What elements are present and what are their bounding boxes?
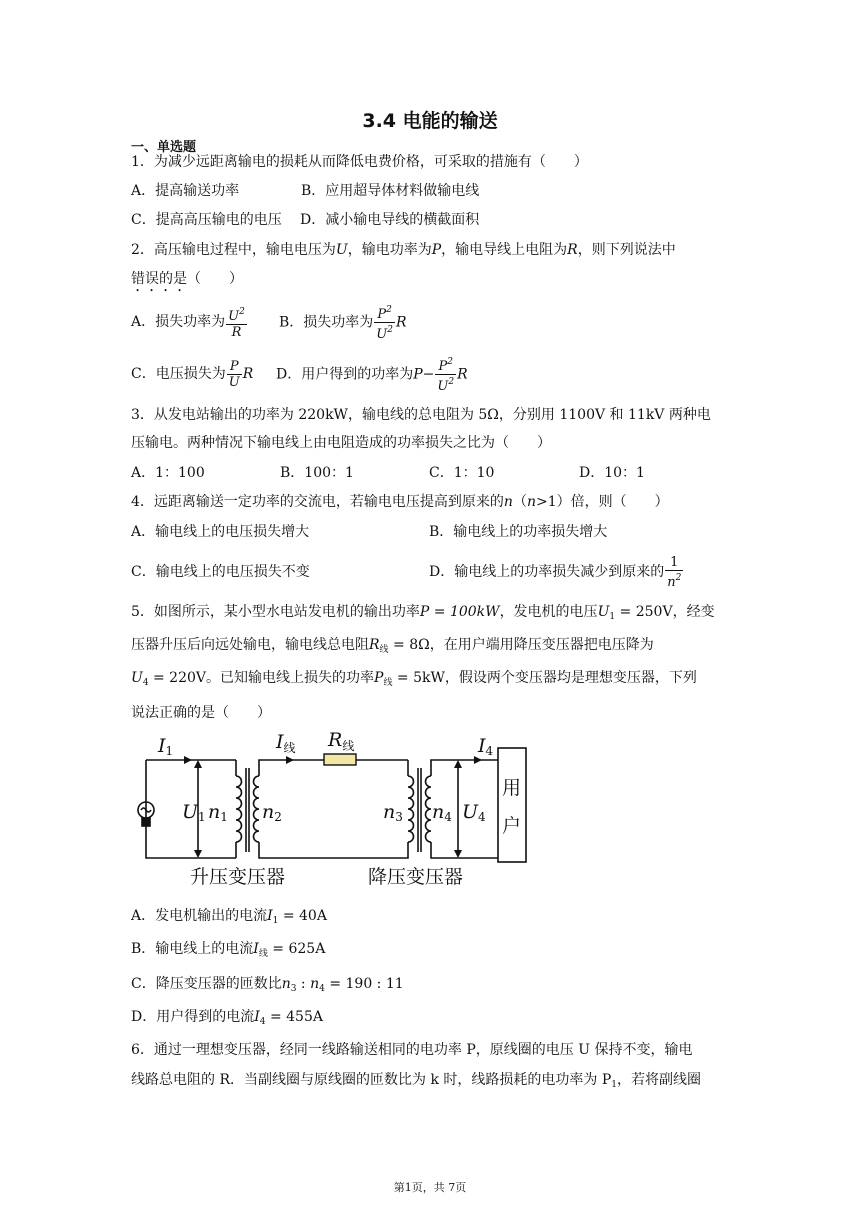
q1-option-c: C．提高高压输电的电压 (131, 212, 282, 228)
q3-option-c: C．1：10 (429, 465, 495, 481)
label-n1: n1 (208, 801, 228, 824)
step-down-label: 降压变压器 (368, 866, 464, 888)
q3-option-d: D．10：1 (579, 465, 645, 481)
q2-option-d: D．用户得到的功率为P− $\frac{P^2}{U^2}$ R (276, 357, 468, 394)
label-n2: n2 (262, 801, 282, 824)
q1-stem: 1．为减少远距离输电的损耗从而降低电费价格，可采取的措施有（ ） (131, 154, 588, 170)
user-label-bottom: 户 (502, 815, 522, 837)
q5-option-c: C．降压变压器的匝数比$n_3$ : $n_4 = 190$ : 11 (131, 976, 404, 994)
q1-option-b: B．应用超导体材料做输电线 (301, 183, 480, 199)
q2-option-a: A．损失功率为 $\frac{U^2}{R}$ (131, 306, 245, 340)
q2-stem-line2: 错误的是（ ） (131, 271, 243, 287)
section-heading: 一、单选题 (131, 140, 197, 155)
q1-option-d: D．减小输电导线的横截面积 (300, 212, 480, 228)
label-n4: n4 (432, 801, 452, 824)
q4-option-a: A．输电线上的电压损失增大 (131, 524, 310, 540)
label-u4: U4 (462, 801, 486, 824)
q5-option-d: D．用户得到的电流$I_4 = 455A$ (131, 1009, 323, 1027)
label-r-line: $R_线$ (328, 729, 355, 753)
label-n3: n3 (383, 801, 403, 824)
q5-option-b: B．输电线上的电流$I_线 = 625A$ (131, 941, 326, 959)
label-u1: U1 (182, 801, 206, 824)
label-i-line: $I_线$ (276, 731, 296, 755)
q3-stem: 3．从发电站输出的功率为 220kW，输电线的总电阻为 5Ω，分别用 1100V 和 11kV 两种电 (131, 407, 711, 423)
q5-stem-line3: $U_4 = 220V$。已知输电线上损失的功率$P_线 = 5kW$，假设两个变压器均是理想变压器，下列 (131, 670, 697, 688)
q3-option-b: B．100：1 (280, 465, 354, 481)
q4-stem: 4．远距离输送一定功率的交流电，若输电电压提高到原来的n（n>1）倍，则（ ） (131, 494, 669, 510)
q4-option-b: B．输电线上的功率损失增大 (429, 524, 608, 540)
user-label-top: 用 (502, 777, 522, 799)
q5-stem-line4: 说法正确的是（ ） (131, 705, 271, 721)
q6-stem: 6．通过一理想变压器，经同一线路输送相同的电功率 P，原线圈的电压 U 保持不变，输电 (131, 1042, 693, 1058)
q2-stem: 2．高压输电过程中，输电电压为U，输电功率为P，输电导线上电阻为R，则下列说法中 (131, 242, 676, 258)
step-up-label: 升压变压器 (190, 866, 286, 888)
q6-stem-line2: 线路总电阻的 R．当副线圈与原线圈的匝数比为 k 时，线路损耗的电功率为 $P_1$，若将副线圈 (131, 1072, 701, 1090)
q5-stem: 5．如图所示，某小型水电站发电机的输出功率P = 100kW，发电机的电压$U_1 = 250V$，经变 (131, 604, 715, 622)
q5-option-a: A．发电机输出的电流$I_1 = 40A$ (131, 908, 327, 926)
label-i1: I1 (158, 735, 174, 758)
q4-option-d: D．输电线上的功率损失减少到原来的 $\frac{1}{n^2}$ (429, 554, 682, 590)
q2-option-b: B．损失功率为 $\frac{P^2}{U^2}$ R (279, 305, 407, 342)
label-i4: I4 (478, 735, 494, 758)
page-title: 3.4 电能的输送 (362, 110, 498, 132)
q1-option-a: A．提高输送功率 (131, 183, 240, 199)
emphasis-text: 错误的是 (131, 271, 187, 287)
q3-stem-line2: 压输电。两种情况下输电线上由电阻造成的功率损失之比为（ ） (131, 435, 551, 451)
q3-option-a: A．1：100 (131, 465, 205, 481)
page-footer: 第1页，共 7页 (393, 1181, 467, 1194)
q5-stem-line2: 压器升压后向远处输电，输电线总电阻$R_线 = 8\Omega$，在用户端用降压变压器把电压降为 (131, 637, 654, 655)
q4-option-c: C．输电线上的电压损失不变 (131, 564, 310, 580)
q2-option-c: C．电压损失为 $\frac{P}{U}$ R (131, 358, 254, 390)
circuit-diagram (128, 728, 540, 890)
